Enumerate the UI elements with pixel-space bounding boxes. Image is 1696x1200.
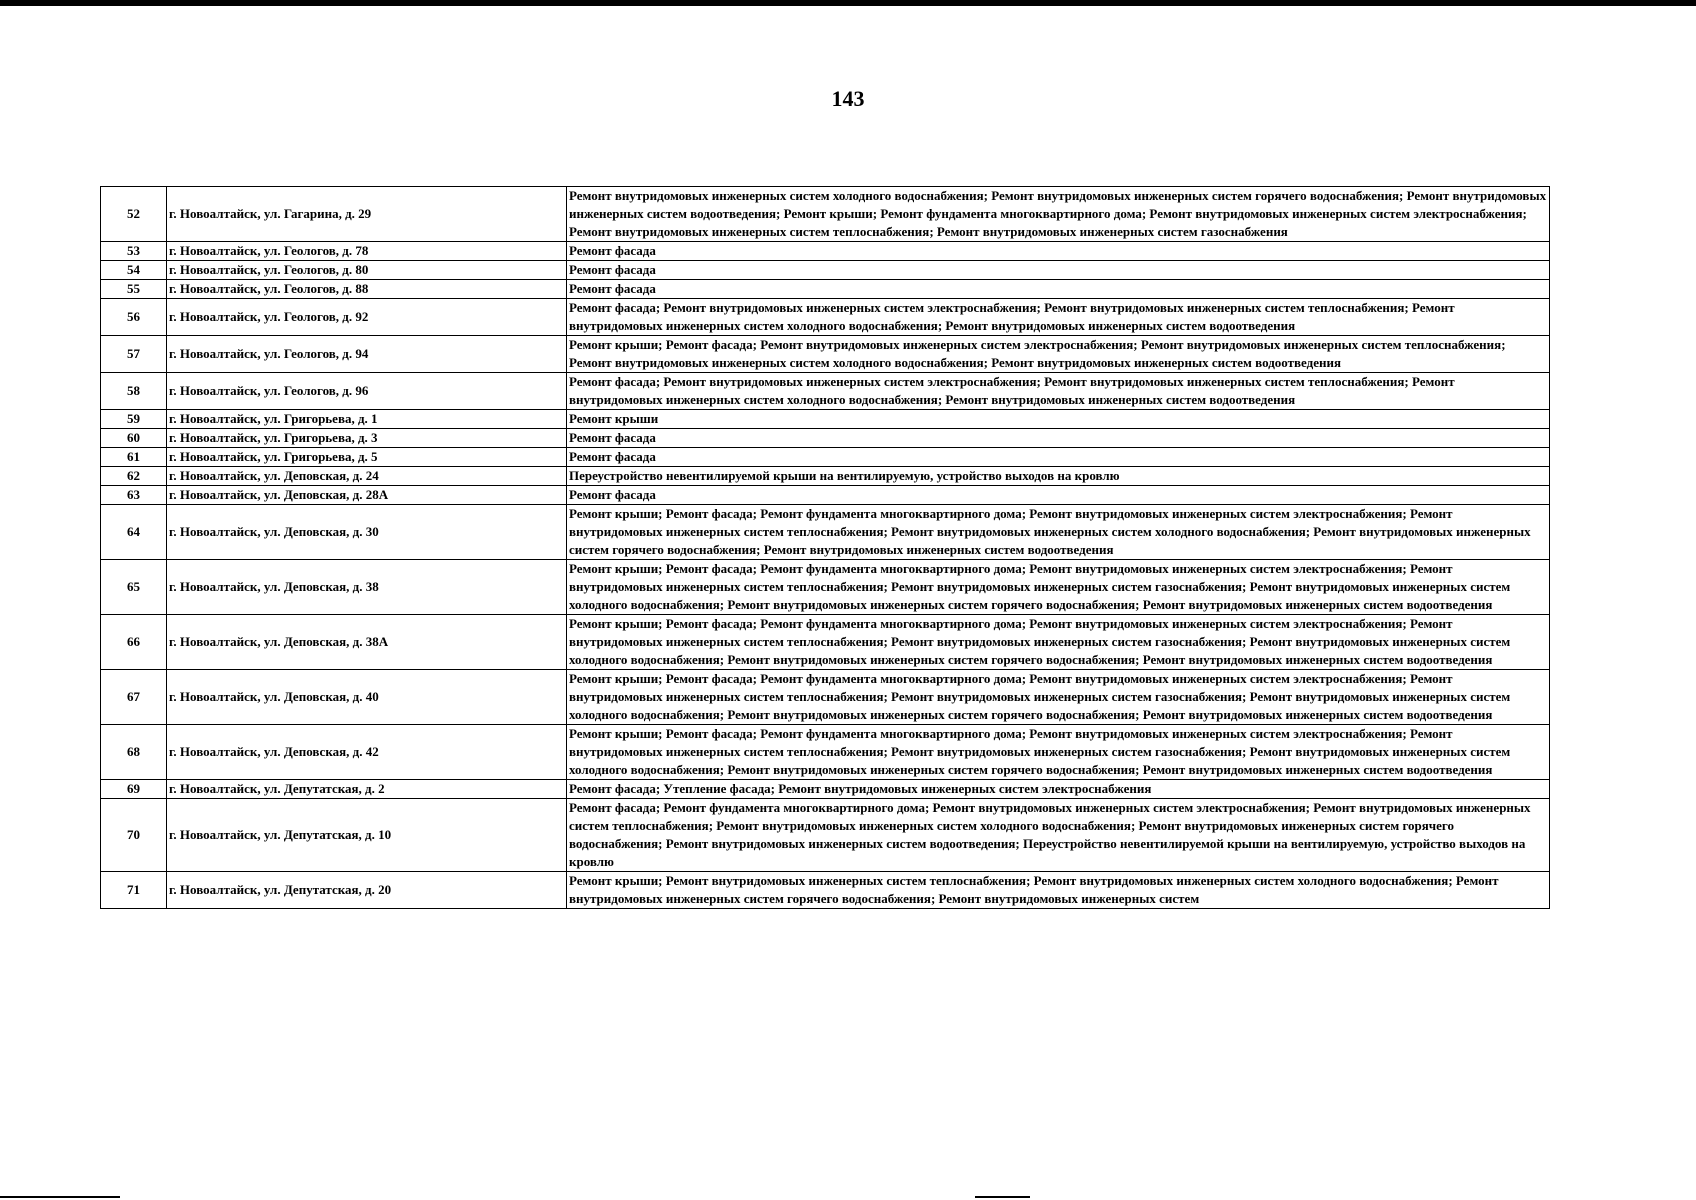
row-address: г. Новоалтайск, ул. Григорьева, д. 1 — [167, 410, 567, 429]
row-number: 58 — [101, 373, 167, 410]
row-number: 66 — [101, 615, 167, 670]
row-number: 69 — [101, 780, 167, 799]
page-number: 143 — [831, 86, 865, 111]
row-works: Ремонт крыши; Ремонт фасада; Ремонт фундамента многоквартирного дома; Ремонт внутридомовых инженерных систем электроснабжения; Ремонт внутридомовых инженерных систем теплоснабжения; Ремонт внутридомовых инженерных систем газоснабжения; Ремонт внутридомовых инженерных систем холодного водоснабжения; Ремонт внутридомовых инженерных систем горячего водоснабжения; Ремонт внутридомовых инженерных систем водоотведения — [567, 615, 1550, 670]
row-address: г. Новоалтайск, ул. Депутатская, д. 10 — [167, 799, 567, 872]
table-row — [101, 615, 1550, 670]
row-works: Ремонт фасада — [567, 448, 1550, 467]
row-works: Ремонт крыши; Ремонт фасада; Ремонт фундамента многоквартирного дома; Ремонт внутридомовых инженерных систем электроснабжения; Ремонт внутридомовых инженерных систем теплоснабжения; Ремонт внутридомовых инженерных систем газоснабжения; Ремонт внутридомовых инженерных систем холодного водоснабжения; Ремонт внутридомовых инженерных систем горячего водоснабжения; Ремонт внутридомовых инженерных систем водоотведения — [567, 560, 1550, 615]
table-row — [101, 448, 1550, 467]
row-number: 63 — [101, 486, 167, 505]
row-works: Ремонт крыши — [567, 410, 1550, 429]
row-number: 54 — [101, 261, 167, 280]
row-address: г. Новоалтайск, ул. Деповская, д. 40 — [167, 670, 567, 725]
row-number: 67 — [101, 670, 167, 725]
row-number: 60 — [101, 429, 167, 448]
table-row — [101, 336, 1550, 373]
row-works: Ремонт фасада; Утепление фасада; Ремонт внутридомовых инженерных систем электроснабжения — [567, 780, 1550, 799]
row-address: г. Новоалтайск, ул. Деповская, д. 42 — [167, 725, 567, 780]
row-address: г. Новоалтайск, ул. Деповская, д. 38А — [167, 615, 567, 670]
row-address: г. Новоалтайск, ул. Геологов, д. 92 — [167, 299, 567, 336]
row-number: 70 — [101, 799, 167, 872]
row-number: 52 — [101, 187, 167, 242]
row-works: Ремонт крыши; Ремонт фасада; Ремонт фундамента многоквартирного дома; Ремонт внутридомовых инженерных систем электроснабжения; Ремонт внутридомовых инженерных систем теплоснабжения; Ремонт внутридомовых инженерных систем газоснабжения; Ремонт внутридомовых инженерных систем холодного водоснабжения; Ремонт внутридомовых инженерных систем горячего водоснабжения; Ремонт внутридомовых инженерных систем водоотведения — [567, 725, 1550, 780]
row-address: г. Новоалтайск, ул. Деповская, д. 30 — [167, 505, 567, 560]
row-number: 61 — [101, 448, 167, 467]
row-works: Ремонт фасада — [567, 242, 1550, 261]
row-address: г. Новоалтайск, ул. Геологов, д. 80 — [167, 261, 567, 280]
row-works: Ремонт фасада; Ремонт внутридомовых инженерных систем электроснабжения; Ремонт внутридомовых инженерных систем теплоснабжения; Ремонт внутридомовых инженерных систем холодного водоснабжения; Ремонт внутридомовых инженерных систем водоотведения — [567, 373, 1550, 410]
row-number: 56 — [101, 299, 167, 336]
table-row — [101, 261, 1550, 280]
row-address: г. Новоалтайск, ул. Геологов, д. 88 — [167, 280, 567, 299]
scan-top-border — [0, 0, 1696, 6]
table-row — [101, 799, 1550, 872]
row-address: г. Новоалтайск, ул. Геологов, д. 78 — [167, 242, 567, 261]
row-number: 65 — [101, 560, 167, 615]
row-works: Ремонт фасада — [567, 261, 1550, 280]
row-number: 64 — [101, 505, 167, 560]
row-address: г. Новоалтайск, ул. Геологов, д. 96 — [167, 373, 567, 410]
row-works: Ремонт фасада — [567, 429, 1550, 448]
row-number: 71 — [101, 872, 167, 909]
table-row — [101, 280, 1550, 299]
table-row — [101, 486, 1550, 505]
row-works: Ремонт фасада — [567, 280, 1550, 299]
row-works: Ремонт фасада; Ремонт внутридомовых инженерных систем электроснабжения; Ремонт внутридомовых инженерных систем теплоснабжения; Ремонт внутридомовых инженерных систем холодного водоснабжения; Ремонт внутридомовых инженерных систем водоотведения — [567, 299, 1550, 336]
row-address: г. Новоалтайск, ул. Деповская, д. 28А — [167, 486, 567, 505]
row-works: Ремонт крыши; Ремонт фасада; Ремонт внутридомовых инженерных систем электроснабжения; Ремонт внутридомовых инженерных систем теплоснабжения; Ремонт внутридомовых инженерных систем холодного водоснабжения; Ремонт внутридомовых инженерных систем водоотведения — [567, 336, 1550, 373]
table-row — [101, 429, 1550, 448]
scan-mark — [0, 1196, 120, 1198]
row-number: 59 — [101, 410, 167, 429]
row-works: Ремонт фасада — [567, 486, 1550, 505]
row-address: г. Новоалтайск, ул. Григорьева, д. 3 — [167, 429, 567, 448]
table-row — [101, 505, 1550, 560]
table-row — [101, 467, 1550, 486]
row-works: Ремонт внутридомовых инженерных систем холодного водоснабжения; Ремонт внутридомовых инженерных систем горячего водоснабжения; Ремонт внутридомовых инженерных систем водоотведения; Ремонт крыши; Ремонт фундамента многоквартирного дома; Ремонт внутридомовых инженерных систем электроснабжения; Ремонт внутридомовых инженерных систем теплоснабжения; Ремонт внутридомовых инженерных систем газоснабжения — [567, 187, 1550, 242]
row-works: Ремонт крыши; Ремонт внутридомовых инженерных систем теплоснабжения; Ремонт внутридомовых инженерных систем холодного водоснабжения; Ремонт внутридомовых инженерных систем горячего водоснабжения; Ремонт внутридомовых инженерных систем — [567, 872, 1550, 909]
row-number: 55 — [101, 280, 167, 299]
row-number: 62 — [101, 467, 167, 486]
table-row — [101, 242, 1550, 261]
row-address: г. Новоалтайск, ул. Депутатская, д. 2 — [167, 780, 567, 799]
row-works: Ремонт крыши; Ремонт фасада; Ремонт фундамента многоквартирного дома; Ремонт внутридомовых инженерных систем электроснабжения; Ремонт внутридомовых инженерных систем теплоснабжения; Ремонт внутридомовых инженерных систем газоснабжения; Ремонт внутридомовых инженерных систем холодного водоснабжения; Ремонт внутридомовых инженерных систем горячего водоснабжения; Ремонт внутридомовых инженерных систем водоотведения — [567, 670, 1550, 725]
row-number: 57 — [101, 336, 167, 373]
row-number: 68 — [101, 725, 167, 780]
scan-mark — [975, 1196, 1030, 1198]
row-works: Ремонт крыши; Ремонт фасада; Ремонт фундамента многоквартирного дома; Ремонт внутридомовых инженерных систем электроснабжения; Ремонт внутридомовых инженерных систем теплоснабжения; Ремонт внутридомовых инженерных систем холодного водоснабжения; Ремонт внутридомовых инженерных систем горячего водоснабжения; Ремонт внутридомовых инженерных систем водоотведения — [567, 505, 1550, 560]
row-address: г. Новоалтайск, ул. Григорьева, д. 5 — [167, 448, 567, 467]
row-address: г. Новоалтайск, ул. Деповская, д. 38 — [167, 560, 567, 615]
table-row — [101, 373, 1550, 410]
row-address: г. Новоалтайск, ул. Геологов, д. 94 — [167, 336, 567, 373]
row-number: 53 — [101, 242, 167, 261]
table-row — [101, 780, 1550, 799]
row-works: Переустройство невентилируемой крыши на вентилируемую, устройство выходов на кровлю — [567, 467, 1550, 486]
row-works: Ремонт фасада; Ремонт фундамента многоквартирного дома; Ремонт внутридомовых инженерных систем электроснабжения; Ремонт внутридомовых инженерных систем теплоснабжения; Ремонт внутридомовых инженерных систем холодного водоснабжения; Ремонт внутридомовых инженерных систем горячего водоснабжения; Ремонт внутридомовых инженерных систем водоотведения; Переустройство невентилируемой крыши на вентилируемую, устройство выходов на кровлю — [567, 799, 1550, 872]
table-row — [101, 410, 1550, 429]
table-row — [101, 299, 1550, 336]
works-table-body — [101, 187, 1550, 909]
table-row — [101, 725, 1550, 780]
row-address: г. Новоалтайск, ул. Гагарина, д. 29 — [167, 187, 567, 242]
table-row — [101, 670, 1550, 725]
works-table — [100, 186, 1550, 909]
row-address: г. Новоалтайск, ул. Деповская, д. 24 — [167, 467, 567, 486]
table-row — [101, 187, 1550, 242]
table-row — [101, 560, 1550, 615]
table-row — [101, 872, 1550, 909]
row-address: г. Новоалтайск, ул. Депутатская, д. 20 — [167, 872, 567, 909]
